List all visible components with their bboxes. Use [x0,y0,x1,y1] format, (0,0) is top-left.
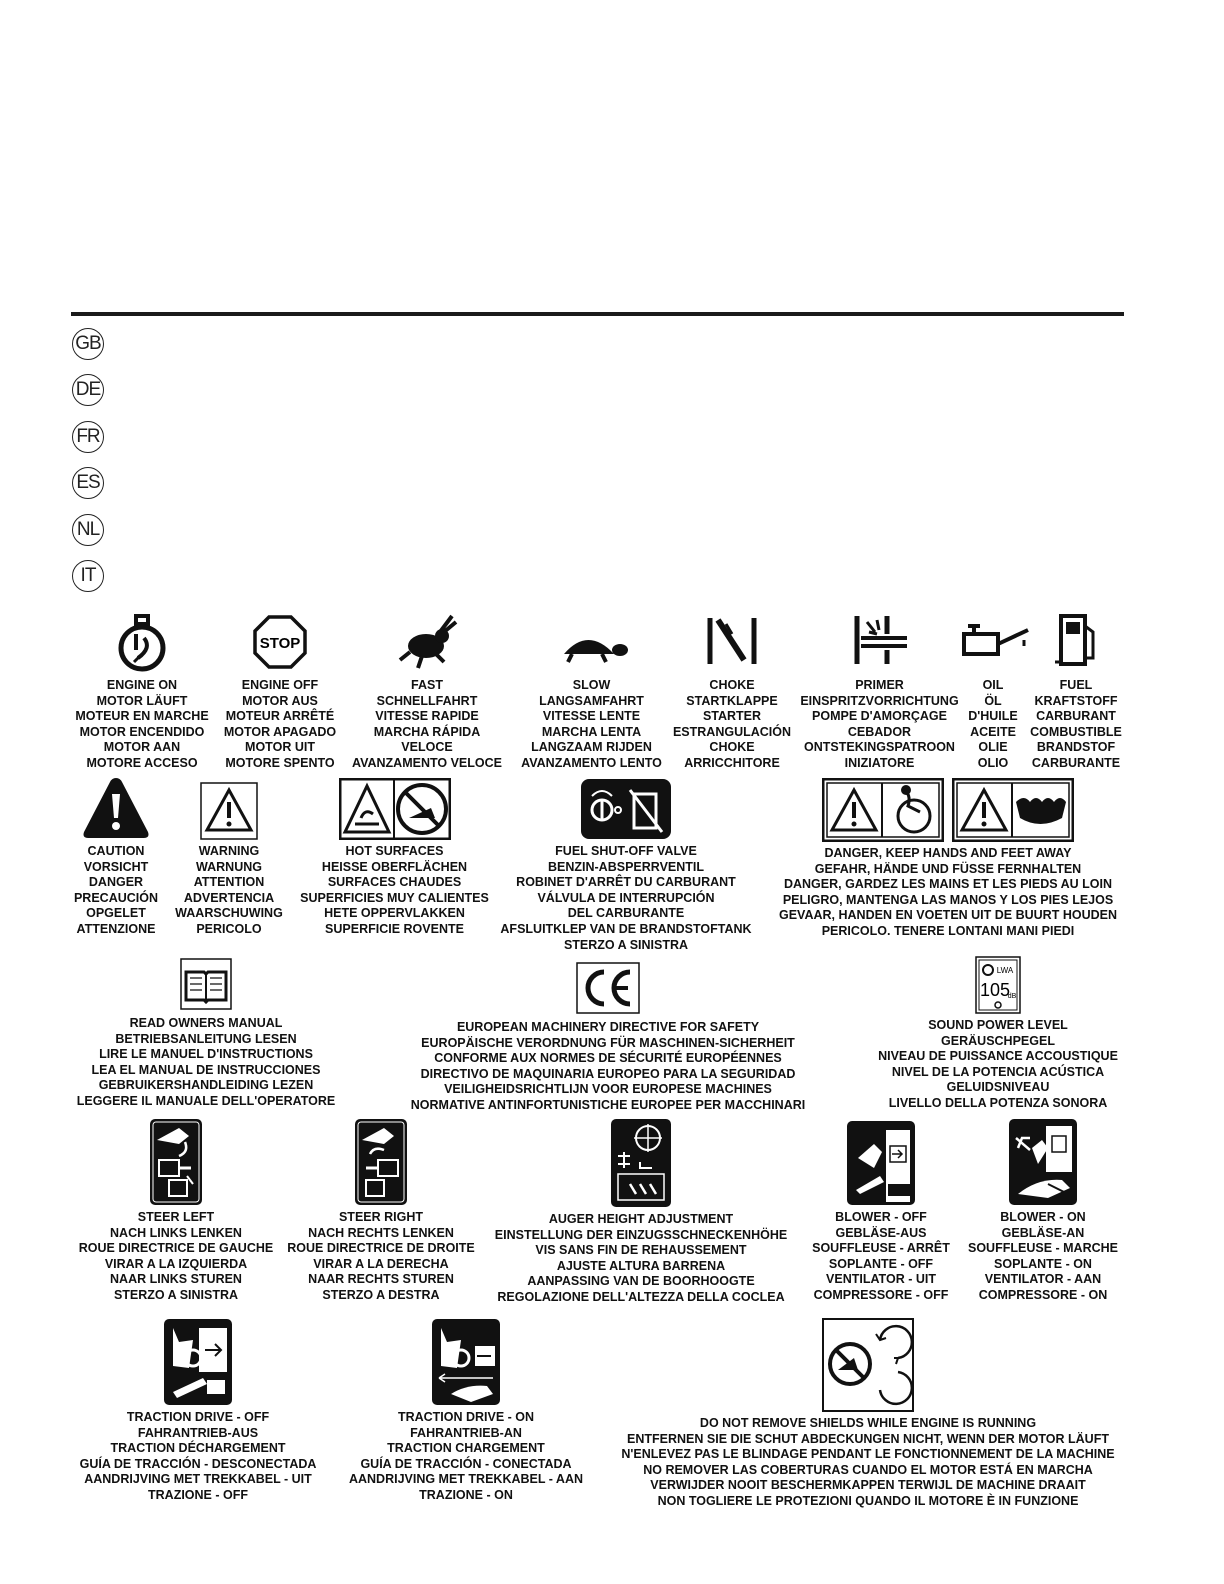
label-line: MOTOR APAGADO [223,724,337,739]
label-line: BETRIEBSANLEITUNG LESEN [115,1031,297,1046]
label-line: ESTRANGULACIÓN [672,724,792,739]
label-line: NACH RECHTS LENKEN [308,1225,454,1240]
label-line: MOTOR LÄUFT [96,693,188,708]
shield-warning-icon [822,1318,914,1412]
warning-icon [200,782,258,840]
label-line: TRACTION DRIVE - ON [397,1410,535,1424]
label-line: AJUSTE ALTURA BARRENA [556,1258,726,1273]
label-line: MOTEUR EN MARCHE [75,709,209,724]
label-line: NO REMOVER LAS COBERTURAS CUANDO EL MOTOR ESTÁ EN MARCHA [643,1462,1093,1477]
symbol-caution [68,776,164,938]
ce-mark-icon [576,962,640,1014]
read-manual-label [68,1016,344,1110]
label-line: SOUFFLEUSE - MARCHE [968,1241,1118,1256]
label-line: HEISSE OBERFLÄCHEN [321,859,468,874]
label-line: AANPASSING VAN DE BOORHOOGTE [527,1274,755,1289]
label-line: TRACTION CHARGEMENT [387,1441,545,1456]
label-line: AANDRIJVING MET TREKKABEL - UIT [84,1472,312,1487]
turtle-icon [554,612,630,674]
label-line: GEBRUIKERSHANDLEIDING LEZEN [98,1078,314,1093]
label-line: VÁLVULA DE INTERRUPCIÓN [537,890,715,905]
lang-badge-de: DE [72,374,104,406]
label-line: COMPRESSORE - ON [978,1287,1108,1302]
label-line: KRAFTSTOFF [1034,693,1118,708]
label-line: STARTER [702,709,762,724]
label-line: PERICOLO [196,921,262,936]
label-line: GEBLÄSE-AN [1001,1225,1085,1240]
foot-hazard-icon [952,778,1074,842]
label-line: MOTEUR ARRÊTÉ [225,709,335,724]
lang-badge-it: IT [72,560,104,592]
symbol-engine-on [72,612,212,772]
symbol-warning [168,782,290,938]
label-line: TRACTION DRIVE - OFF [126,1410,270,1424]
label-line: GUÍA DE TRACCIÓN - CONECTADA [360,1456,572,1471]
label-line: CHOKE [709,678,755,692]
label-line: VERWIJDER NOOIT BESCHERMKAPPEN TERWIJL DE MACHINE DRAAIT [650,1478,1086,1493]
auger-height-icon [610,1118,672,1208]
label-line: PELIGRO, MANTENGA LAS MANOS Y LOS PIES LEJOS [782,892,1114,907]
label-line: EUROPEAN MACHINERY DIRECTIVE FOR SAFETY [456,1020,760,1034]
symbol-fuel [1026,612,1126,772]
label-line: PERICOLO. TENERE LONTANI MANI PIEDI [821,923,1075,938]
label-line: ENGINE OFF [241,678,319,692]
label-line: DANGER, GARDEZ LES MAINS ET LES PIEDS AU LOIN [783,877,1113,892]
label-line: MOTORE SPENTO [225,755,335,770]
label-line: AUGER HEIGHT ADJUSTMENT [548,1212,734,1226]
label-line: NON TOGLIERE LE PROTEZIONI QUANDO IL MOTORE È IN FUNZIONE [657,1493,1079,1508]
label-line: ROUE DIRECTRICE DE GAUCHE [78,1241,274,1256]
label-line: STARTKLAPPE [686,693,778,708]
label-line: STEER RIGHT [338,1210,424,1224]
blower-on-label [962,1210,1124,1304]
lang-badge-fr: FR [72,421,104,453]
label-line: N'ENLEVEZ PAS LE BLINDAGE PENDANT LE FONCTIONNEMENT DE LA MACHINE [621,1447,1115,1462]
label-line: ADVERTENCIA [183,890,275,905]
label-line: VITESSE RAPIDE [375,709,479,724]
label-line: TRAZIONE - ON [419,1487,513,1502]
symbol-fast [347,612,507,772]
label-line: GEBLÄSE-AUS [835,1225,927,1240]
symbol-danger-hands-feet [770,778,1126,940]
engine-on-icon [116,612,168,674]
oil-can-icon [958,612,1030,674]
label-line: D'HUILE [968,709,1018,724]
label-line: PRECAUCIÓN [73,890,159,905]
label-line: ONTSTEKINGSPATROON [804,740,955,755]
choke-icon [702,612,762,674]
symbol-auger-height [486,1118,796,1306]
label-line: FUEL [1059,678,1093,692]
label-line: CONFORME AUX NORMES DE SÉCURITÉ EUROPÉENNES [434,1051,782,1066]
label-line: COMBUSTIBLE [1030,724,1122,739]
label-line: LEGGERE IL MANUALE DELL'OPERATORE [76,1093,336,1108]
warning-label [168,844,290,938]
label-line: NORMATIVE ANTINFORTUNISTICHE EUROPEE PER MACCHINARI [410,1097,806,1112]
label-line: WARNING [198,844,260,858]
sound-unit-text: dB [1007,993,1017,1000]
label-line: DANGER, KEEP HANDS AND FEET AWAY [824,846,1072,860]
symbol-blower-off [802,1120,960,1304]
label-line: LIVELLO DELLA POTENZA SONORA [888,1095,1108,1110]
label-line: TRAZIONE - OFF [148,1487,248,1502]
label-line: SLOW [572,678,611,692]
lang-badge-es: ES [72,467,104,499]
label-line: STERZO A SINISTRA [113,1287,239,1302]
label-line: HETE OPPERVLAKKEN [324,906,465,921]
blower-off-label [802,1210,960,1304]
sound-level-icon [975,956,1021,1014]
label-line: OLIE [978,740,1008,755]
symbol-hot-surfaces [292,778,497,938]
label-line: BLOWER - OFF [835,1210,927,1224]
symbol-fuel-shutoff [490,778,762,953]
primer-label [797,678,962,772]
label-line: VEILIGHEIDSRICHTLIJN VOOR EUROPESE MACHINES [444,1082,772,1097]
label-line: BENZIN-ABSPERRVENTIL [547,859,705,874]
symbol-blower-on [962,1118,1124,1304]
label-line: CEBADOR [847,724,912,739]
fuel-pump-icon [1051,612,1101,674]
label-line: TRACTION DÉCHARGEMENT [110,1441,286,1456]
label-line: AFSLUITKLEP VAN DE BRANDSTOFTANK [500,921,752,936]
label-line: ÖL [984,693,1002,708]
primer-icon [847,612,913,674]
label-line: ENGINE ON [106,678,178,692]
label-line: AVANZAMENTO LENTO [521,755,662,770]
ce-directive-label [398,1020,818,1114]
symbol-primer [797,612,962,772]
label-line: PRIMER [855,678,904,692]
label-line: STERZO A DESTRA [322,1287,440,1302]
label-line: POMPE D'AMORÇAGE [812,709,947,724]
sound-lwa-text: LWA [996,966,1014,975]
label-line: GEFAHR, HÄNDE UND FÜSSE FERNHALTEN [814,861,1082,876]
label-line: AVANZAMENTO VELOCE [351,755,502,770]
traction-on-icon [431,1318,501,1406]
label-line: NACH LINKS LENKEN [110,1225,242,1240]
traction-on-label [340,1410,592,1504]
label-line: LANGZAAM RIJDEN [531,740,652,755]
sound-value-text: 105 [979,980,1011,1000]
blower-on-icon [1008,1118,1078,1206]
symbol-choke [668,612,796,772]
label-line: SOUFFLEUSE - ARRÊT [812,1241,950,1256]
label-line: MOTOR UIT [245,740,315,755]
auger-height-label [486,1212,796,1306]
engine-on-label [72,678,212,772]
label-line: EINSTELLUNG DER EINZUGSSCHNECKENHÖHE [494,1227,788,1242]
label-line: HOT SURFACES [345,844,444,858]
label-line: COMPRESSORE - OFF [813,1287,949,1302]
traction-off-label [70,1410,326,1504]
label-line: VITESSE LENTE [542,709,641,724]
label-line: ENTFERNEN SIE DIE SCHUT ABDECKUNGEN NICHT, WENN DER MOTOR LÄUFT [627,1431,1109,1446]
symbol-traction-off [70,1318,326,1504]
label-line: CHOKE [709,740,755,755]
label-line: WARNUNG [196,859,262,874]
label-line: AANDRIJVING MET TREKKABEL - AAN [348,1472,584,1487]
label-line: FAHRANTRIEB-AN [410,1425,522,1440]
label-line: NIVEAU DE PUISSANCE ACCOUSTIQUE [878,1049,1118,1064]
stop-sign-icon [253,612,307,674]
label-line: STERZO A SINISTRA [563,937,689,952]
label-line: SURFACES CHAUDES [327,875,462,890]
label-line: GELUIDSNIVEAU [946,1080,1050,1095]
manual-book-icon [180,958,232,1010]
label-line: FAHRANTRIEB-AUS [137,1425,259,1440]
symbol-read-manual [68,958,344,1110]
label-line: LEA EL MANUAL DE INSTRUCCIONES [91,1062,321,1077]
label-line: MARCHA RÁPIDA [373,724,481,739]
label-line: VIRAR A LA DERECHA [313,1256,449,1271]
label-line: BLOWER - ON [1000,1210,1086,1224]
label-line: DO NOT REMOVE SHIELDS WHILE ENGINE IS RUNNING [699,1416,1037,1430]
label-line: ROUE DIRECTRICE DE DROITE [287,1241,475,1256]
symbol-engine-off [220,612,340,772]
label-line: DIRECTIVO DE MAQUINARIA EUROPEO PARA LA SEGURIDAD [420,1066,796,1081]
caution-label [68,844,164,938]
choke-label [668,678,796,772]
label-line: SUPERFICIES MUY CALIENTES [300,890,489,905]
symbol-ce-directive [398,962,818,1114]
label-line: ATTENZIONE [76,921,156,936]
symbol-steer-right [281,1118,481,1304]
label-line: NAAR RECHTS STUREN [308,1272,454,1287]
label-line: FAST [411,678,443,692]
label-line: REGOLAZIONE DELL'ALTEZZA DELLA COCLEA [497,1289,785,1304]
fuel-valve-icon [580,778,672,840]
label-line: OLIO [977,755,1009,770]
label-line: BRANDSTOF [1036,740,1116,755]
lang-badge-gb: GB [72,328,104,360]
label-line: GERÄUSCHPEGEL [941,1033,1055,1048]
lang-badge-nl: NL [72,514,104,546]
blower-off-icon [846,1120,916,1206]
symbol-slow [514,612,669,772]
label-line: VENTILATOR - AAN [984,1272,1102,1287]
symbol-sound-power [870,956,1126,1112]
slow-label [514,678,669,772]
label-line: SUPERFICIE ROVENTE [325,921,464,936]
label-line: VENTILATOR - UIT [826,1272,936,1287]
rabbit-icon [396,612,458,674]
label-line: LANGSAMFAHRT [539,693,644,708]
sound-power-label [870,1018,1126,1112]
label-line: GUÍA DE TRACCIÓN - DESCONECTADA [79,1456,317,1471]
label-line: ROBINET D'ARRÊT DU CARBURANT [516,875,736,890]
steer-left-icon [149,1118,203,1206]
label-line: SOPLANTE - ON [994,1256,1092,1271]
label-line: VIS SANS FIN DE REHAUSSEMENT [535,1243,747,1258]
label-line: SOPLANTE - OFF [828,1256,934,1271]
label-line: ARRICCHITORE [684,755,780,770]
shields-label [612,1416,1124,1510]
hot-surface-icon [339,778,451,840]
section-rule [71,312,1124,316]
fast-label [347,678,507,772]
label-line: MOTOR AAN [103,740,181,755]
label-line: MARCHA LENTA [541,724,642,739]
steer-right-icon [354,1118,408,1206]
label-line: VORSICHT [83,859,149,874]
caution-icon [82,776,150,840]
label-line: NIVEL DE LA POTENCIA ACÚSTICA [891,1064,1105,1079]
label-line: READ OWNERS MANUAL [129,1016,283,1030]
steer-right-label [281,1210,481,1304]
symbol-steer-left [72,1118,280,1304]
fuel-label [1026,678,1126,772]
traction-off-icon [163,1318,233,1406]
label-line: LIRE LE MANUEL D'INSTRUCTIONS [99,1047,313,1062]
hand-hazard-icon [822,778,944,842]
label-line: NAAR LINKS STUREN [110,1272,242,1287]
symbol-traction-on [340,1318,592,1504]
label-line: EUROPÄISCHE VERORDNUNG FÜR MASCHINEN-SICHERHEIT [421,1035,795,1050]
label-line: MOTOR AUS [242,693,318,708]
label-line: STEER LEFT [137,1210,215,1224]
label-line: INIZIATORE [844,755,915,770]
fuel-shutoff-label [490,844,762,953]
label-line: DEL CARBURANTE [567,906,685,921]
label-line: SCHNELLFAHRT [376,693,478,708]
label-line: OPGELET [86,906,146,921]
oil-label [958,678,1028,772]
stop-sign-text: STOP [259,635,301,652]
engine-off-label [220,678,340,772]
label-line: ATTENTION [193,875,265,890]
label-line: MOTOR ENCENDIDO [79,724,205,739]
label-line: CARBURANTE [1031,755,1121,770]
label-line: WAARSCHUWING [175,906,283,921]
label-line: GEVAAR, HANDEN EN VOETEN UIT DE BUURT HOUDEN [779,908,1117,923]
label-line: CAUTION [87,844,145,858]
label-line: ACEITE [970,724,1016,739]
label-line: SOUND POWER LEVEL [928,1018,1068,1032]
symbol-oil [958,612,1028,772]
label-line: VIRAR A LA IZQUIERDA [104,1256,248,1271]
label-line: VELOCE [401,740,453,755]
steer-left-label [72,1210,280,1304]
label-line: DANGER [88,875,144,890]
label-line: CARBURANT [1036,709,1116,724]
hot-surfaces-label [292,844,497,938]
label-line: OIL [982,678,1004,692]
label-line: MOTORE ACCESO [86,755,198,770]
symbol-shields [612,1318,1124,1510]
danger-hands-label [770,846,1126,940]
label-line: EINSPRITZVORRICHTUNG [800,693,959,708]
label-line: FUEL SHUT-OFF VALVE [555,844,697,858]
